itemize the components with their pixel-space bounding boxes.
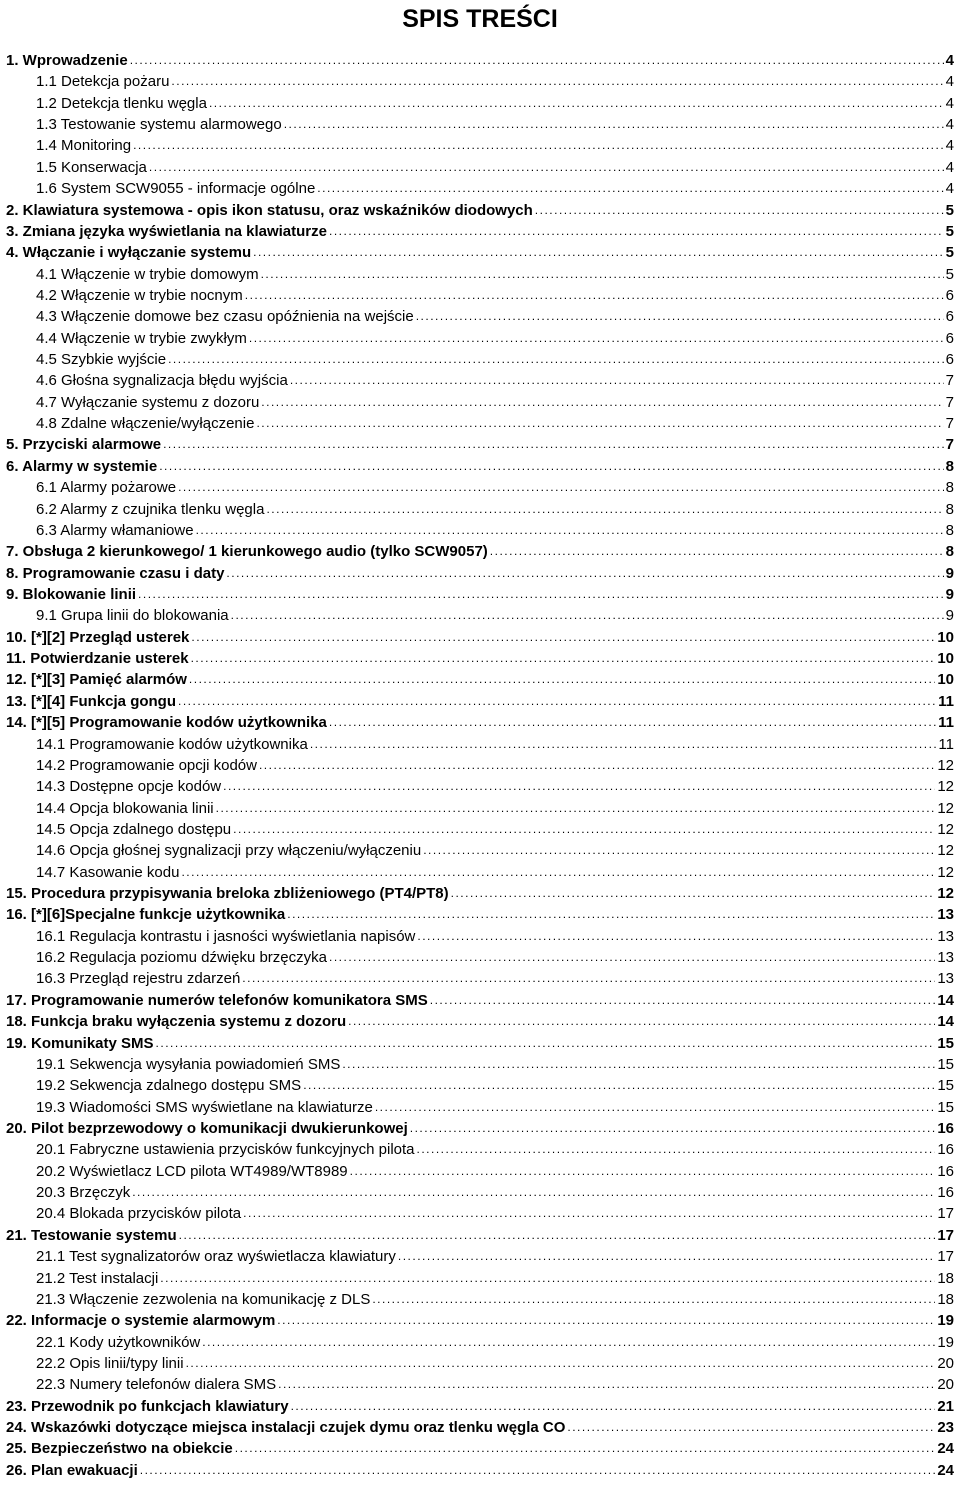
- toc-entry[interactable]: [36, 1054, 954, 1075]
- toc-dot-leader: [417, 1141, 936, 1160]
- toc-entry[interactable]: [36, 413, 954, 434]
- toc-dot-leader: [191, 629, 935, 648]
- toc-dot-leader: [259, 757, 935, 776]
- toc-entry[interactable]: [6, 456, 954, 477]
- toc-entry-title: 4.8 Zdalne włączenie/wyłączenie: [36, 415, 255, 433]
- toc-entry-title: 1.5 Konserwacja: [36, 158, 147, 176]
- toc-entry[interactable]: [6, 669, 954, 690]
- toc-entry-page: 9: [945, 586, 954, 603]
- toc-dot-leader: [130, 52, 944, 71]
- toc-dot-leader: [191, 650, 936, 669]
- toc-entry-title: 1.4 Monitoring: [36, 137, 132, 155]
- toc-entry[interactable]: [36, 93, 954, 114]
- toc-dot-leader: [181, 864, 935, 883]
- toc-entry-page: 5: [945, 265, 954, 283]
- toc-dot-leader: [423, 842, 935, 861]
- toc-dot-leader: [253, 244, 944, 263]
- toc-entry-title: 18. Funkcja braku wyłączenia systemu z dozoru: [6, 1013, 347, 1031]
- toc-entry[interactable]: [36, 862, 954, 883]
- toc-dot-leader: [287, 906, 935, 925]
- toc-dot-leader: [209, 95, 944, 114]
- toc-entry-title: 21.1 Test sygnalizatorów oraz wyświetlacza klawiatury: [36, 1248, 396, 1266]
- toc-entry[interactable]: [6, 990, 954, 1011]
- toc-entry[interactable]: [36, 1075, 954, 1096]
- toc-entry-page: 16: [937, 1184, 954, 1202]
- toc-dot-leader: [138, 586, 944, 605]
- toc-dot-leader: [132, 1184, 935, 1203]
- toc-entry[interactable]: [36, 71, 954, 92]
- toc-entry-title: 21. Testowanie systemu: [6, 1226, 177, 1244]
- toc-dot-leader: [416, 308, 944, 327]
- toc-entry-page: 13: [937, 906, 954, 924]
- toc-entry-title: 1.1 Detekcja pożaru: [36, 73, 170, 91]
- toc-entry[interactable]: [6, 1118, 954, 1139]
- toc-dot-leader: [329, 949, 935, 968]
- toc-entry-page: 20: [937, 1376, 954, 1394]
- toc-dot-leader: [140, 1462, 936, 1481]
- toc-dot-leader: [249, 330, 944, 349]
- toc-entry-page: 4: [945, 73, 954, 91]
- toc-dot-leader: [242, 970, 935, 989]
- toc-entry-page: 13: [937, 949, 954, 967]
- toc-entry-page: 9: [945, 564, 954, 582]
- toc-entry[interactable]: [36, 1246, 954, 1267]
- toc-entry[interactable]: [36, 264, 954, 285]
- toc-entry-title: 21.2 Test instalacji: [36, 1269, 159, 1287]
- toc-entry[interactable]: [36, 520, 954, 541]
- toc-entry[interactable]: [6, 691, 954, 712]
- toc-entry-title: 4.4 Włączenie w trybie zwykłym: [36, 329, 247, 347]
- toc-entry[interactable]: [6, 712, 954, 733]
- toc-entry-page: 4: [945, 180, 954, 198]
- toc-entry[interactable]: [6, 221, 954, 242]
- toc-entry[interactable]: [36, 328, 954, 349]
- toc-entry-title: 20.2 Wyświetlacz LCD pilota WT4989/WT8989: [36, 1162, 348, 1180]
- toc-entry[interactable]: [36, 798, 954, 819]
- toc-entry-page: 21: [937, 1397, 954, 1415]
- toc-dot-leader: [278, 1376, 935, 1395]
- toc-entry[interactable]: [6, 1033, 954, 1054]
- toc-entry-page: 11: [938, 692, 954, 710]
- toc-entry[interactable]: [36, 349, 954, 370]
- toc-entry-title: 20.4 Blokada przycisków pilota: [36, 1205, 242, 1223]
- toc-dot-leader: [261, 266, 944, 285]
- toc-entry-title: 19. Komunikaty SMS: [6, 1034, 154, 1052]
- toc-entry[interactable]: [6, 1225, 954, 1246]
- toc-entry-page: 15: [937, 1034, 954, 1052]
- toc-entry-title: 6. Alarmy w systemie: [6, 457, 158, 475]
- toc-dot-leader: [179, 1227, 936, 1246]
- toc-entry-page: 4: [945, 52, 954, 69]
- toc-entry-page: 24: [937, 1461, 954, 1479]
- toc-entry[interactable]: [36, 499, 954, 520]
- toc-dot-leader: [133, 137, 944, 156]
- toc-dot-leader: [317, 180, 943, 199]
- toc-entry-page: 8: [945, 457, 954, 475]
- toc-dot-leader: [216, 800, 936, 819]
- toc-entry[interactable]: [36, 392, 954, 413]
- toc-entry[interactable]: [36, 1161, 954, 1182]
- toc-entry[interactable]: [6, 1417, 954, 1438]
- toc-entry-page: 4: [945, 94, 954, 112]
- toc-entry-page: 19: [937, 1333, 954, 1351]
- toc-entry-page: 12: [937, 842, 954, 860]
- toc-entry-page: 16: [937, 1162, 954, 1180]
- toc-entry[interactable]: [36, 605, 954, 626]
- toc-entry-title: 17. Programowanie numerów telefonów komunikatora SMS: [6, 991, 428, 1009]
- toc-entry-page: 6: [945, 308, 954, 326]
- toc-entry-page: 8: [945, 543, 954, 561]
- toc-entry[interactable]: [36, 477, 954, 498]
- toc-entry-title: 16.2 Regulacja poziomu dźwięku brzęczyka: [36, 949, 327, 967]
- toc-entry[interactable]: [36, 1203, 954, 1224]
- toc-dot-leader: [430, 992, 936, 1011]
- toc-entry-title: 22. Informacje o systemie alarmowym: [6, 1312, 276, 1330]
- toc-entry-title: 20.1 Fabryczne ustawienia przycisków funkcyjnych pilota: [36, 1141, 415, 1159]
- toc-entry-page: 13: [937, 927, 954, 945]
- toc-dot-leader: [290, 372, 944, 391]
- toc-entry-page: 7: [945, 415, 954, 433]
- toc-entry-title: 4. Włączanie i wyłączanie systemu: [6, 244, 252, 262]
- toc-entry[interactable]: [6, 1396, 954, 1417]
- toc-dot-leader: [186, 1355, 936, 1374]
- toc-entry-title: 4.7 Wyłączanie systemu z dozoru: [36, 393, 260, 411]
- toc-entry[interactable]: [36, 157, 954, 178]
- toc-entry[interactable]: [6, 1310, 954, 1331]
- toc-entry[interactable]: [6, 50, 954, 71]
- toc-entry-page: 13: [937, 970, 954, 988]
- toc-entry[interactable]: [36, 1332, 954, 1353]
- toc-entry-title: 14. [*][5] Programowanie kodów użytkownika: [6, 714, 327, 732]
- toc-entry-page: 11: [938, 735, 954, 753]
- toc-entry[interactable]: [6, 434, 954, 455]
- toc-entry-page: 18: [937, 1269, 954, 1287]
- toc-dot-leader: [277, 1312, 935, 1331]
- toc-entry-page: 14: [937, 991, 954, 1009]
- toc-entry-page: 16: [937, 1141, 954, 1159]
- toc-dot-leader: [163, 436, 944, 455]
- toc-entry-page: 10: [937, 628, 954, 646]
- toc-entry[interactable]: [36, 1374, 954, 1395]
- toc-dot-leader: [189, 671, 935, 690]
- toc-entry[interactable]: [6, 563, 954, 584]
- toc-entry-page: 19: [937, 1312, 954, 1330]
- toc-dot-leader: [156, 1035, 936, 1054]
- toc-entry-title: 11. Potwierdzanie usterek: [6, 650, 189, 668]
- toc-entry-page: 12: [937, 756, 954, 774]
- toc-dot-leader: [243, 1205, 935, 1224]
- toc-entry[interactable]: [6, 1438, 954, 1459]
- toc-entry[interactable]: [36, 1268, 954, 1289]
- toc-entry-page: 12: [937, 799, 954, 817]
- toc-dot-leader: [303, 1077, 935, 1096]
- toc-entry-page: 10: [937, 650, 954, 668]
- toc-dot-leader: [329, 714, 936, 733]
- toc-entry-title: 9.1 Grupa linii do blokowania: [36, 607, 229, 625]
- toc-entry-title: 14.5 Opcja zdalnego dostępu: [36, 820, 232, 838]
- toc-dot-leader: [178, 479, 944, 498]
- toc-entry[interactable]: [36, 1097, 954, 1118]
- toc-entry-title: 3. Zmiana języka wyświetlania na klawiaturze: [6, 222, 327, 240]
- toc-entry[interactable]: [6, 1460, 954, 1481]
- toc-entry[interactable]: [36, 114, 954, 135]
- toc-entry[interactable]: [36, 285, 954, 306]
- toc-entry-title: 2. Klawiatura systemowa - opis ikon statusu, oraz wskaźników diodowych: [6, 201, 533, 219]
- toc-entry-page: 16: [937, 1120, 954, 1137]
- toc-entry-title: 16. [*][6]Specjalne funkcje użytkownika: [6, 906, 286, 924]
- toc-entry[interactable]: [36, 1182, 954, 1203]
- toc-entry-page: 5: [945, 244, 954, 262]
- toc-dot-leader: [233, 821, 935, 840]
- toc-entry[interactable]: [6, 648, 954, 669]
- toc-dot-leader: [160, 1270, 935, 1289]
- toc-dot-leader: [245, 287, 944, 306]
- toc-entry-title: 22.2 Opis linii/typy linii: [36, 1354, 184, 1372]
- toc-entry-title: 15. Procedura przypisywania breloka zbliżeniowego (PT4/PT8): [6, 885, 449, 903]
- page-title: SPIS TREŚCI: [402, 5, 558, 33]
- toc-entry-title: 6.2 Alarmy z czujnika tlenku węgla: [36, 500, 265, 518]
- toc-entry-title: 10. [*][2] Przegląd usterek: [6, 628, 190, 646]
- toc-entry-title: 1.3 Testowanie systemu alarmowego: [36, 116, 282, 134]
- toc-entry[interactable]: [6, 242, 954, 263]
- toc-entry-page: 24: [937, 1440, 954, 1458]
- toc-entry[interactable]: [36, 776, 954, 797]
- toc-entry[interactable]: [36, 135, 954, 156]
- toc-entry-title: 16.1 Regulacja kontrastu i jasności wyświetlania napisów: [36, 927, 416, 945]
- toc-entry-page: 10: [937, 671, 954, 689]
- toc-entry-title: 14.3 Dostępne opcje kodów: [36, 778, 222, 796]
- toc-entry[interactable]: [36, 370, 954, 391]
- toc-dot-leader: [329, 223, 944, 242]
- toc-dot-leader: [410, 1120, 936, 1139]
- toc-entry-title: 16.3 Przegląd rejestru zdarzeń: [36, 970, 241, 988]
- toc-entry[interactable]: [36, 840, 954, 861]
- toc-dot-leader: [226, 565, 943, 584]
- toc-entry-page: 15: [937, 1077, 954, 1095]
- toc-entry[interactable]: [6, 584, 954, 605]
- toc-dot-leader: [348, 1013, 935, 1032]
- toc-entry-title: 23. Przewodnik po funkcjach klawiatury: [6, 1397, 289, 1415]
- toc-dot-leader: [261, 394, 943, 413]
- toc-entry-page: 8: [945, 521, 954, 539]
- toc-entry-title: 6.3 Alarmy włamaniowe: [36, 521, 194, 539]
- toc-entry-title: 9. Blokowanie linii: [6, 586, 137, 603]
- toc-entry-page: 15: [937, 1098, 954, 1116]
- toc-dot-leader: [417, 928, 935, 947]
- toc-entry[interactable]: [6, 1011, 954, 1032]
- toc-dot-leader: [398, 1248, 935, 1267]
- toc-dot-leader: [490, 543, 944, 562]
- toc-entry[interactable]: [36, 306, 954, 327]
- toc-entry[interactable]: [36, 819, 954, 840]
- toc-dot-leader: [535, 202, 944, 221]
- toc-entry[interactable]: [36, 178, 954, 199]
- toc-dot-leader: [375, 1099, 936, 1118]
- toc-entry[interactable]: [36, 1353, 954, 1374]
- toc-dot-leader: [372, 1291, 935, 1310]
- toc-entry-title: 14.6 Opcja głośnej sygnalizacji przy włączeniu/wyłączeniu: [36, 842, 422, 860]
- toc-dot-leader: [350, 1163, 936, 1182]
- toc-entry-title: 22.3 Numery telefonów dialera SMS: [36, 1376, 277, 1394]
- toc-entry-title: 7. Obsługa 2 kierunkowego/ 1 kierunkowego audio (tylko SCW9057): [6, 543, 488, 561]
- toc-entry-title: 22.1 Kody użytkowników: [36, 1333, 201, 1351]
- toc-entry-page: 6: [945, 329, 954, 347]
- toc-entry-title: 20. Pilot bezprzewodowy o komunikacji dwukierunkowej: [6, 1120, 408, 1137]
- toc-entry[interactable]: [6, 904, 954, 925]
- toc-entry-page: 12: [937, 778, 954, 796]
- toc-entry-title: 14.1 Programowanie kodów użytkownika: [36, 735, 308, 753]
- toc-entry-title: 19.1 Sekwencja wysyłania powiadomień SMS: [36, 1055, 341, 1073]
- toc-entry[interactable]: [6, 627, 954, 648]
- toc-entry-title: 4.6 Głośna sygnalizacja błędu wyjścia: [36, 372, 288, 390]
- toc-entry-title: 4.1 Włączenie w trybie domowym: [36, 265, 259, 283]
- toc-entry-page: 6: [945, 286, 954, 304]
- toc-entry[interactable]: [36, 1139, 954, 1160]
- toc-entry-title: 4.5 Szybkie wyjście: [36, 351, 167, 369]
- toc-entry-title: 19.2 Sekwencja zdalnego dostępu SMS: [36, 1077, 302, 1095]
- toc-entry-page: 14: [937, 1013, 954, 1031]
- toc-entry-page: 17: [937, 1226, 954, 1244]
- toc-dot-leader: [196, 522, 944, 541]
- toc-entry-title: 1.2 Detekcja tlenku węgla: [36, 94, 207, 112]
- toc-entry-title: 12. [*][3] Pamięć alarmów: [6, 671, 187, 689]
- toc-entry-title: 8. Programowanie czasu i daty: [6, 564, 225, 582]
- toc-dot-leader: [149, 159, 944, 178]
- toc-dot-leader: [310, 736, 937, 755]
- toc-entry[interactable]: [36, 1289, 954, 1310]
- toc-entry-title: 26. Plan ewakuacji: [6, 1461, 138, 1479]
- toc-entry-page: 4: [945, 116, 954, 134]
- toc-entry[interactable]: [36, 947, 954, 968]
- toc-entry-page: 7: [945, 372, 954, 390]
- toc-entry-page: 20: [937, 1354, 954, 1372]
- toc-entry[interactable]: [6, 883, 954, 904]
- toc-entry-title: 4.3 Włączenie domowe bez czasu opóźnienia na wejście: [36, 308, 414, 326]
- toc-entry-page: 6: [945, 351, 954, 369]
- toc-entry-title: 1. Wprowadzenie: [6, 52, 128, 69]
- toc-entry-title: 19.3 Wiadomości SMS wyświetlane na klawiaturze: [36, 1098, 373, 1116]
- toc-entry[interactable]: [36, 755, 954, 776]
- toc-entry-page: 12: [937, 863, 954, 881]
- toc-dot-leader: [235, 1440, 936, 1459]
- toc-entry-title: 4.2 Włączenie w trybie nocnym: [36, 286, 243, 304]
- toc-dot-leader: [256, 415, 943, 434]
- toc-entry-page: 12: [937, 885, 954, 903]
- toc-dot-leader: [168, 351, 944, 370]
- toc-dot-leader: [266, 501, 943, 520]
- toc-dot-leader: [178, 693, 936, 712]
- toc-dot-leader: [231, 607, 944, 626]
- toc-entry-page: 11: [938, 714, 954, 732]
- toc-entry-page: 4: [945, 158, 954, 176]
- toc-entry-page: 4: [945, 137, 954, 155]
- toc-entry[interactable]: [36, 734, 954, 755]
- toc-dot-leader: [223, 778, 935, 797]
- toc-entry[interactable]: [6, 200, 954, 221]
- toc-dot-leader: [202, 1334, 935, 1353]
- toc-dot-leader: [291, 1398, 936, 1417]
- toc-dot-leader: [451, 885, 936, 904]
- toc-entry-title: 20.3 Brzęczyk: [36, 1184, 131, 1202]
- toc-entry-page: 18: [937, 1290, 954, 1308]
- toc-entry-page: 17: [937, 1205, 954, 1223]
- toc-entry-page: 17: [937, 1248, 954, 1266]
- toc-entry-page: 5: [945, 222, 954, 240]
- toc-dot-leader: [567, 1419, 935, 1438]
- toc-entry-page: 7: [945, 436, 954, 454]
- toc-entry-title: 13. [*][4] Funkcja gongu: [6, 692, 177, 710]
- toc-entry-page: 12: [937, 820, 954, 838]
- toc-entry-page: 9: [945, 607, 954, 625]
- toc-entry-page: 15: [937, 1055, 954, 1073]
- toc-entry-title: 5. Przyciski alarmowe: [6, 436, 162, 454]
- toc-dot-leader: [342, 1056, 935, 1075]
- toc-entry-title: 24. Wskazówki dotyczące miejsca instalacji czujek dymu oraz tlenku węgla CO: [6, 1419, 566, 1437]
- toc-entry[interactable]: [36, 968, 954, 989]
- toc-entry[interactable]: [36, 926, 954, 947]
- toc-entry-page: 8: [945, 479, 954, 497]
- toc-entry-page: 23: [937, 1419, 954, 1437]
- toc-entry-title: 14.2 Programowanie opcji kodów: [36, 756, 257, 774]
- toc-entry-page: 7: [945, 393, 954, 411]
- toc-entry-title: 14.7 Kasowanie kodu: [36, 863, 180, 881]
- toc-entry-title: 1.6 System SCW9055 - informacje ogólne: [36, 180, 316, 198]
- toc-dot-leader: [159, 458, 943, 477]
- toc-dot-leader: [171, 73, 943, 92]
- toc-entry[interactable]: [6, 541, 954, 562]
- toc-entry-page: 8: [945, 500, 954, 518]
- toc-entry-title: 6.1 Alarmy pożarowe: [36, 479, 177, 497]
- toc-entry-page: 5: [945, 201, 954, 219]
- toc-entry-title: 21.3 Włączenie zezwolenia na komunikację z DLS: [36, 1290, 371, 1308]
- toc-entry-title: 25. Bezpieczeństwo na obiekcie: [6, 1440, 233, 1458]
- toc-dot-leader: [284, 116, 944, 135]
- toc-entry-title: 14.4 Opcja blokowania linii: [36, 799, 214, 817]
